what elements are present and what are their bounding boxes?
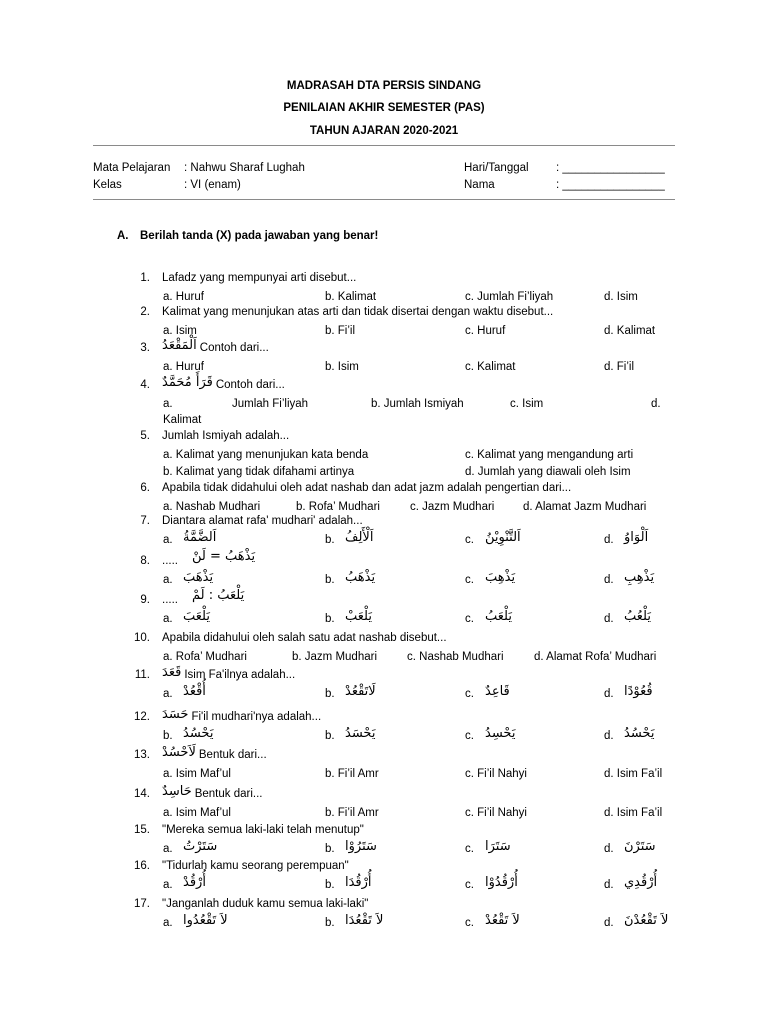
option-d[interactable]: d. xyxy=(604,688,614,700)
option-c-arabic[interactable]: لاَ تَقْعُدْ xyxy=(485,913,520,928)
question-number: 11. xyxy=(134,669,150,681)
question-text: "Mereka semua laki-laki telah menutup" xyxy=(162,824,364,836)
question-number: 15. xyxy=(134,824,150,836)
question-arabic: اَلْمَقْعَدُ xyxy=(162,338,197,353)
option-a[interactable]: a. xyxy=(163,879,173,891)
option-a[interactable]: a. Huruf xyxy=(163,291,204,303)
option-d-arabic[interactable]: يَذْهِبِ xyxy=(624,570,655,585)
option-a-arabic[interactable]: اَلضَّمَّةُ xyxy=(183,530,217,545)
option-b[interactable]: b. xyxy=(325,534,335,546)
option-d[interactable]: d. xyxy=(604,730,614,742)
option-a[interactable]: a. Isim Maf’ul xyxy=(163,807,231,819)
date-label: Hari/Tanggal xyxy=(464,162,529,174)
option-c[interactable]: c. Fi’il Nahyi xyxy=(465,768,527,780)
option-b-arabic[interactable]: يَحْسَدُ xyxy=(345,726,376,741)
question-number: 17. xyxy=(134,898,150,910)
option-b[interactable]: b. xyxy=(325,730,335,742)
option-a-arabic[interactable]: أُرْقُدْ xyxy=(183,875,206,890)
option-d[interactable]: d. Isim Fa’il xyxy=(604,768,663,780)
option-d[interactable]: d. xyxy=(604,613,614,625)
option-d-arabic[interactable]: يَحْسُدُ xyxy=(624,726,655,741)
class-label: Kelas xyxy=(93,179,122,191)
option-c[interactable]: c. xyxy=(465,917,474,929)
header-divider xyxy=(93,145,675,146)
option-a[interactable]: a. xyxy=(163,917,173,929)
option-b-arabic[interactable]: سَتَرُوْا xyxy=(345,839,377,854)
option-d-arabic[interactable]: سَتَرْنَ xyxy=(624,839,656,854)
option-a[interactable]: a. Isim Maf’ul xyxy=(163,768,231,780)
option-d[interactable]: d. Kalimat xyxy=(604,325,656,337)
question-text: Kalimat yang menunjukan atas arti dan tidak disertai dengan waktu disebut... xyxy=(162,306,554,318)
question-number: 6. xyxy=(140,482,150,494)
section-letter: A. xyxy=(117,230,129,242)
option-a[interactable]: a. Huruf xyxy=(163,361,204,373)
question-number: 5. xyxy=(140,430,150,442)
question-number: 14. xyxy=(134,788,150,800)
section-instruction: Berilah tanda (X) pada jawaban yang benar! xyxy=(140,230,379,242)
option-a-arabic[interactable]: يَلْعَبَ xyxy=(183,609,210,624)
question-text: Lafadz yang mempunyai arti disebut... xyxy=(162,272,357,284)
option-d-arabic[interactable]: أُرْقُدِي xyxy=(624,875,658,890)
option-a-arabic[interactable]: لاَ تَقْعُدُوا xyxy=(183,913,228,928)
option-a[interactable]: a. Kalimat yang menunjukan kata benda xyxy=(163,449,369,461)
question-text: ..... xyxy=(162,594,178,606)
question-arabic: قَعَدَ xyxy=(162,665,182,680)
option-d[interactable]: d. Isim xyxy=(604,291,638,303)
option-a-arabic[interactable]: سَتَرْتُ xyxy=(183,839,218,854)
option-a[interactable]: a. Nashab Mudhari xyxy=(163,501,261,513)
option-a-arabic[interactable]: يَذْهَبَ xyxy=(183,570,214,585)
question-text: Bentuk dari... xyxy=(198,749,267,761)
option-d[interactable]: d. Isim Fa’il xyxy=(604,807,663,819)
option-b[interactable]: b. xyxy=(325,688,335,700)
option-d[interactable]: d. xyxy=(604,879,614,891)
option-d[interactable]: d. xyxy=(604,917,614,929)
option-b[interactable]: b. Fi’il Amr xyxy=(325,768,379,780)
option-b[interactable]: b. Fi’il xyxy=(325,325,356,337)
question-arabic: حَسَدَ xyxy=(162,707,189,722)
option-d[interactable]: d. xyxy=(604,534,614,546)
question-text: Isim Fa'ilnya adalah... xyxy=(184,669,296,681)
question-number: 8. xyxy=(140,555,150,567)
option-c[interactable]: c. Jazm Mudhari xyxy=(410,501,495,513)
option-c[interactable]: c. xyxy=(465,688,474,700)
question-text: Apabila didahului oleh salah satu adat nashab disebut... xyxy=(162,632,447,644)
question-number: 3. xyxy=(140,342,150,354)
school-name: MADRASAH DTA PERSIS SINDANG xyxy=(286,80,482,92)
option-a[interactable]: a. xyxy=(163,613,173,625)
option-a-text[interactable]: Jumlah Fi’liyah xyxy=(232,398,309,410)
option-b[interactable]: b. Jazm Mudhari xyxy=(292,651,378,663)
option-c[interactable]: c. xyxy=(465,843,474,855)
option-c-arabic[interactable]: يَلْعَبُ xyxy=(485,609,512,624)
info-divider xyxy=(93,199,675,200)
option-b-arabic[interactable]: يَذْهَبُ xyxy=(345,570,376,585)
option-b[interactable]: b. xyxy=(325,843,335,855)
name-label: Nama xyxy=(464,179,495,191)
option-c-arabic[interactable]: يَذْهِبَ xyxy=(485,570,516,585)
option-c[interactable]: c. Huruf xyxy=(465,325,506,337)
question-arabic: يَلْعَبُ : لَمْ xyxy=(192,588,245,603)
option-b[interactable]: b. xyxy=(325,613,335,625)
option-d[interactable]: d. Alamat Rofa’ Mudhari xyxy=(534,651,657,663)
option-c-arabic[interactable]: سَتَرَا xyxy=(485,839,511,854)
option-c-arabic[interactable]: أُرْقُدُوْا xyxy=(485,875,518,890)
option-c[interactable]: c. xyxy=(465,730,474,742)
question-text: "Tidurlah kamu seorang perempuan" xyxy=(162,860,349,872)
question-number: 9. xyxy=(140,594,150,606)
option-a[interactable]: a. Isim xyxy=(163,325,197,337)
option-d-arabic[interactable]: يَلْعُبُ xyxy=(624,609,651,624)
option-c[interactable]: c. xyxy=(465,534,474,546)
option-a[interactable]: b. xyxy=(163,730,173,742)
option-b[interactable]: b. xyxy=(325,574,335,586)
option-b[interactable]: b. Fi’il Amr xyxy=(325,807,379,819)
option-a-arabic[interactable]: أُقْعُدْ xyxy=(183,684,206,699)
option-a-arabic[interactable]: يَحْسُدُ xyxy=(183,726,214,741)
academic-year: TAHUN AJARAN 2020-2021 xyxy=(309,125,459,137)
subject-label: Mata Pelajaran xyxy=(93,162,171,174)
option-c-arabic[interactable]: قَاعِدٌ xyxy=(485,684,510,699)
option-c[interactable]: c. xyxy=(465,879,474,891)
option-a[interactable]: a. xyxy=(163,534,173,546)
question-number: 1. xyxy=(140,272,150,284)
option-c[interactable]: c. Jumlah Fi’liyah xyxy=(465,291,554,303)
question-text: Bentuk dari... xyxy=(194,788,263,800)
option-a[interactable]: a. Rofa’ Mudhari xyxy=(163,651,247,663)
exam-title: PENILAIAN AKHIR SEMESTER (PAS) xyxy=(283,102,485,114)
question-text: Fi'il mudhari'nya adalah... xyxy=(191,711,322,723)
class-value: : VI (enam) xyxy=(184,179,241,191)
option-b[interactable]: b. xyxy=(325,879,335,891)
date-field[interactable]: : ________________ xyxy=(556,162,665,174)
option-c[interactable]: c. xyxy=(465,574,474,586)
option-d-arabic[interactable]: اَلْوَاوُ xyxy=(624,530,649,545)
option-c[interactable]: c. Isim xyxy=(510,398,544,410)
question-number: 7. xyxy=(140,515,150,527)
question-arabic: لَاَحْسُدْ xyxy=(162,745,196,760)
option-d[interactable]: d. xyxy=(604,843,614,855)
option-b[interactable]: b. xyxy=(325,917,335,929)
option-b-arabic[interactable]: اَلْأَلِفُ xyxy=(345,530,374,545)
option-d-arabic[interactable]: قُعُوْدًا xyxy=(624,684,653,699)
option-c[interactable]: c. Fi’il Nahyi xyxy=(465,807,527,819)
option-b[interactable]: b. Jumlah Ismiyah xyxy=(371,398,464,410)
option-c[interactable]: c. Nashab Mudhari xyxy=(407,651,504,663)
option-b[interactable]: b. Isim xyxy=(325,361,359,373)
option-c[interactable]: c. xyxy=(465,613,474,625)
option-d[interactable]: d. Alamat Jazm Mudhari xyxy=(523,501,647,513)
option-d[interactable]: d. Fi’il xyxy=(604,361,635,373)
question-text: Contoh dari... xyxy=(215,379,285,391)
option-c-arabic[interactable]: يَحْسِدُ xyxy=(485,726,516,741)
option-a[interactable]: a. xyxy=(163,843,173,855)
question-number: 12. xyxy=(134,711,150,723)
option-c[interactable]: c. Kalimat xyxy=(465,361,516,373)
option-c[interactable]: c. Kalimat yang mengandung arti xyxy=(465,449,634,461)
option-b-arabic[interactable]: يَلْعَبْ xyxy=(345,609,372,624)
subject-value: : Nahwu Sharaf Lughah xyxy=(184,162,305,174)
question-text: "Janganlah duduk kamu semua laki-laki" xyxy=(162,898,369,910)
option-a[interactable]: a. xyxy=(163,398,173,410)
option-a[interactable]: a. xyxy=(163,574,173,586)
name-field[interactable]: : ________________ xyxy=(556,179,665,191)
option-c-arabic[interactable]: اَلتَّنْوِيْنُ xyxy=(485,530,521,545)
question-text: Diantara alamat rafa' mudhari' adalah... xyxy=(162,515,363,527)
question-number: 10. xyxy=(134,632,150,644)
question-arabic: يَذْهَبُ = لَنْ xyxy=(192,549,256,564)
option-d-arabic[interactable]: لاَ تَقْعُدْنَ xyxy=(624,913,669,928)
option-d[interactable]: d. xyxy=(651,398,661,410)
option-b-arabic[interactable]: لاَ تَقْعُدَا xyxy=(345,913,384,928)
option-d[interactable]: d. xyxy=(604,574,614,586)
question-text: Jumlah Ismiyah adalah... xyxy=(162,430,290,442)
question-text: ..... xyxy=(162,555,178,567)
question-number: 13. xyxy=(134,749,150,761)
option-d[interactable]: d. Jumlah yang diawali oleh Isim xyxy=(465,466,631,478)
option-b-arabic[interactable]: أُرْقُدَا xyxy=(345,875,372,890)
question-text: Contoh dari... xyxy=(199,342,269,354)
option-b-arabic[interactable]: لَاتَقْعُدْ xyxy=(345,684,376,699)
question-number: 16. xyxy=(134,860,150,872)
option-d-text[interactable]: Kalimat xyxy=(163,414,202,426)
question-arabic: حَاسِدٌ xyxy=(162,784,192,799)
question-number: 4. xyxy=(140,379,150,391)
option-b[interactable]: b. Kalimat yang tidak difahami artinya xyxy=(163,466,355,478)
option-b[interactable]: b. Rofa’ Mudhari xyxy=(296,501,380,513)
option-a[interactable]: a. xyxy=(163,688,173,700)
question-arabic: قَرَأَ مُحَمَّدٌ xyxy=(162,375,213,390)
question-number: 2. xyxy=(140,306,150,318)
question-text: Apabila tidak didahului oleh adat nashab dan adat jazm adalah pengertian dari... xyxy=(162,482,572,494)
option-b[interactable]: b. Kalimat xyxy=(325,291,377,303)
